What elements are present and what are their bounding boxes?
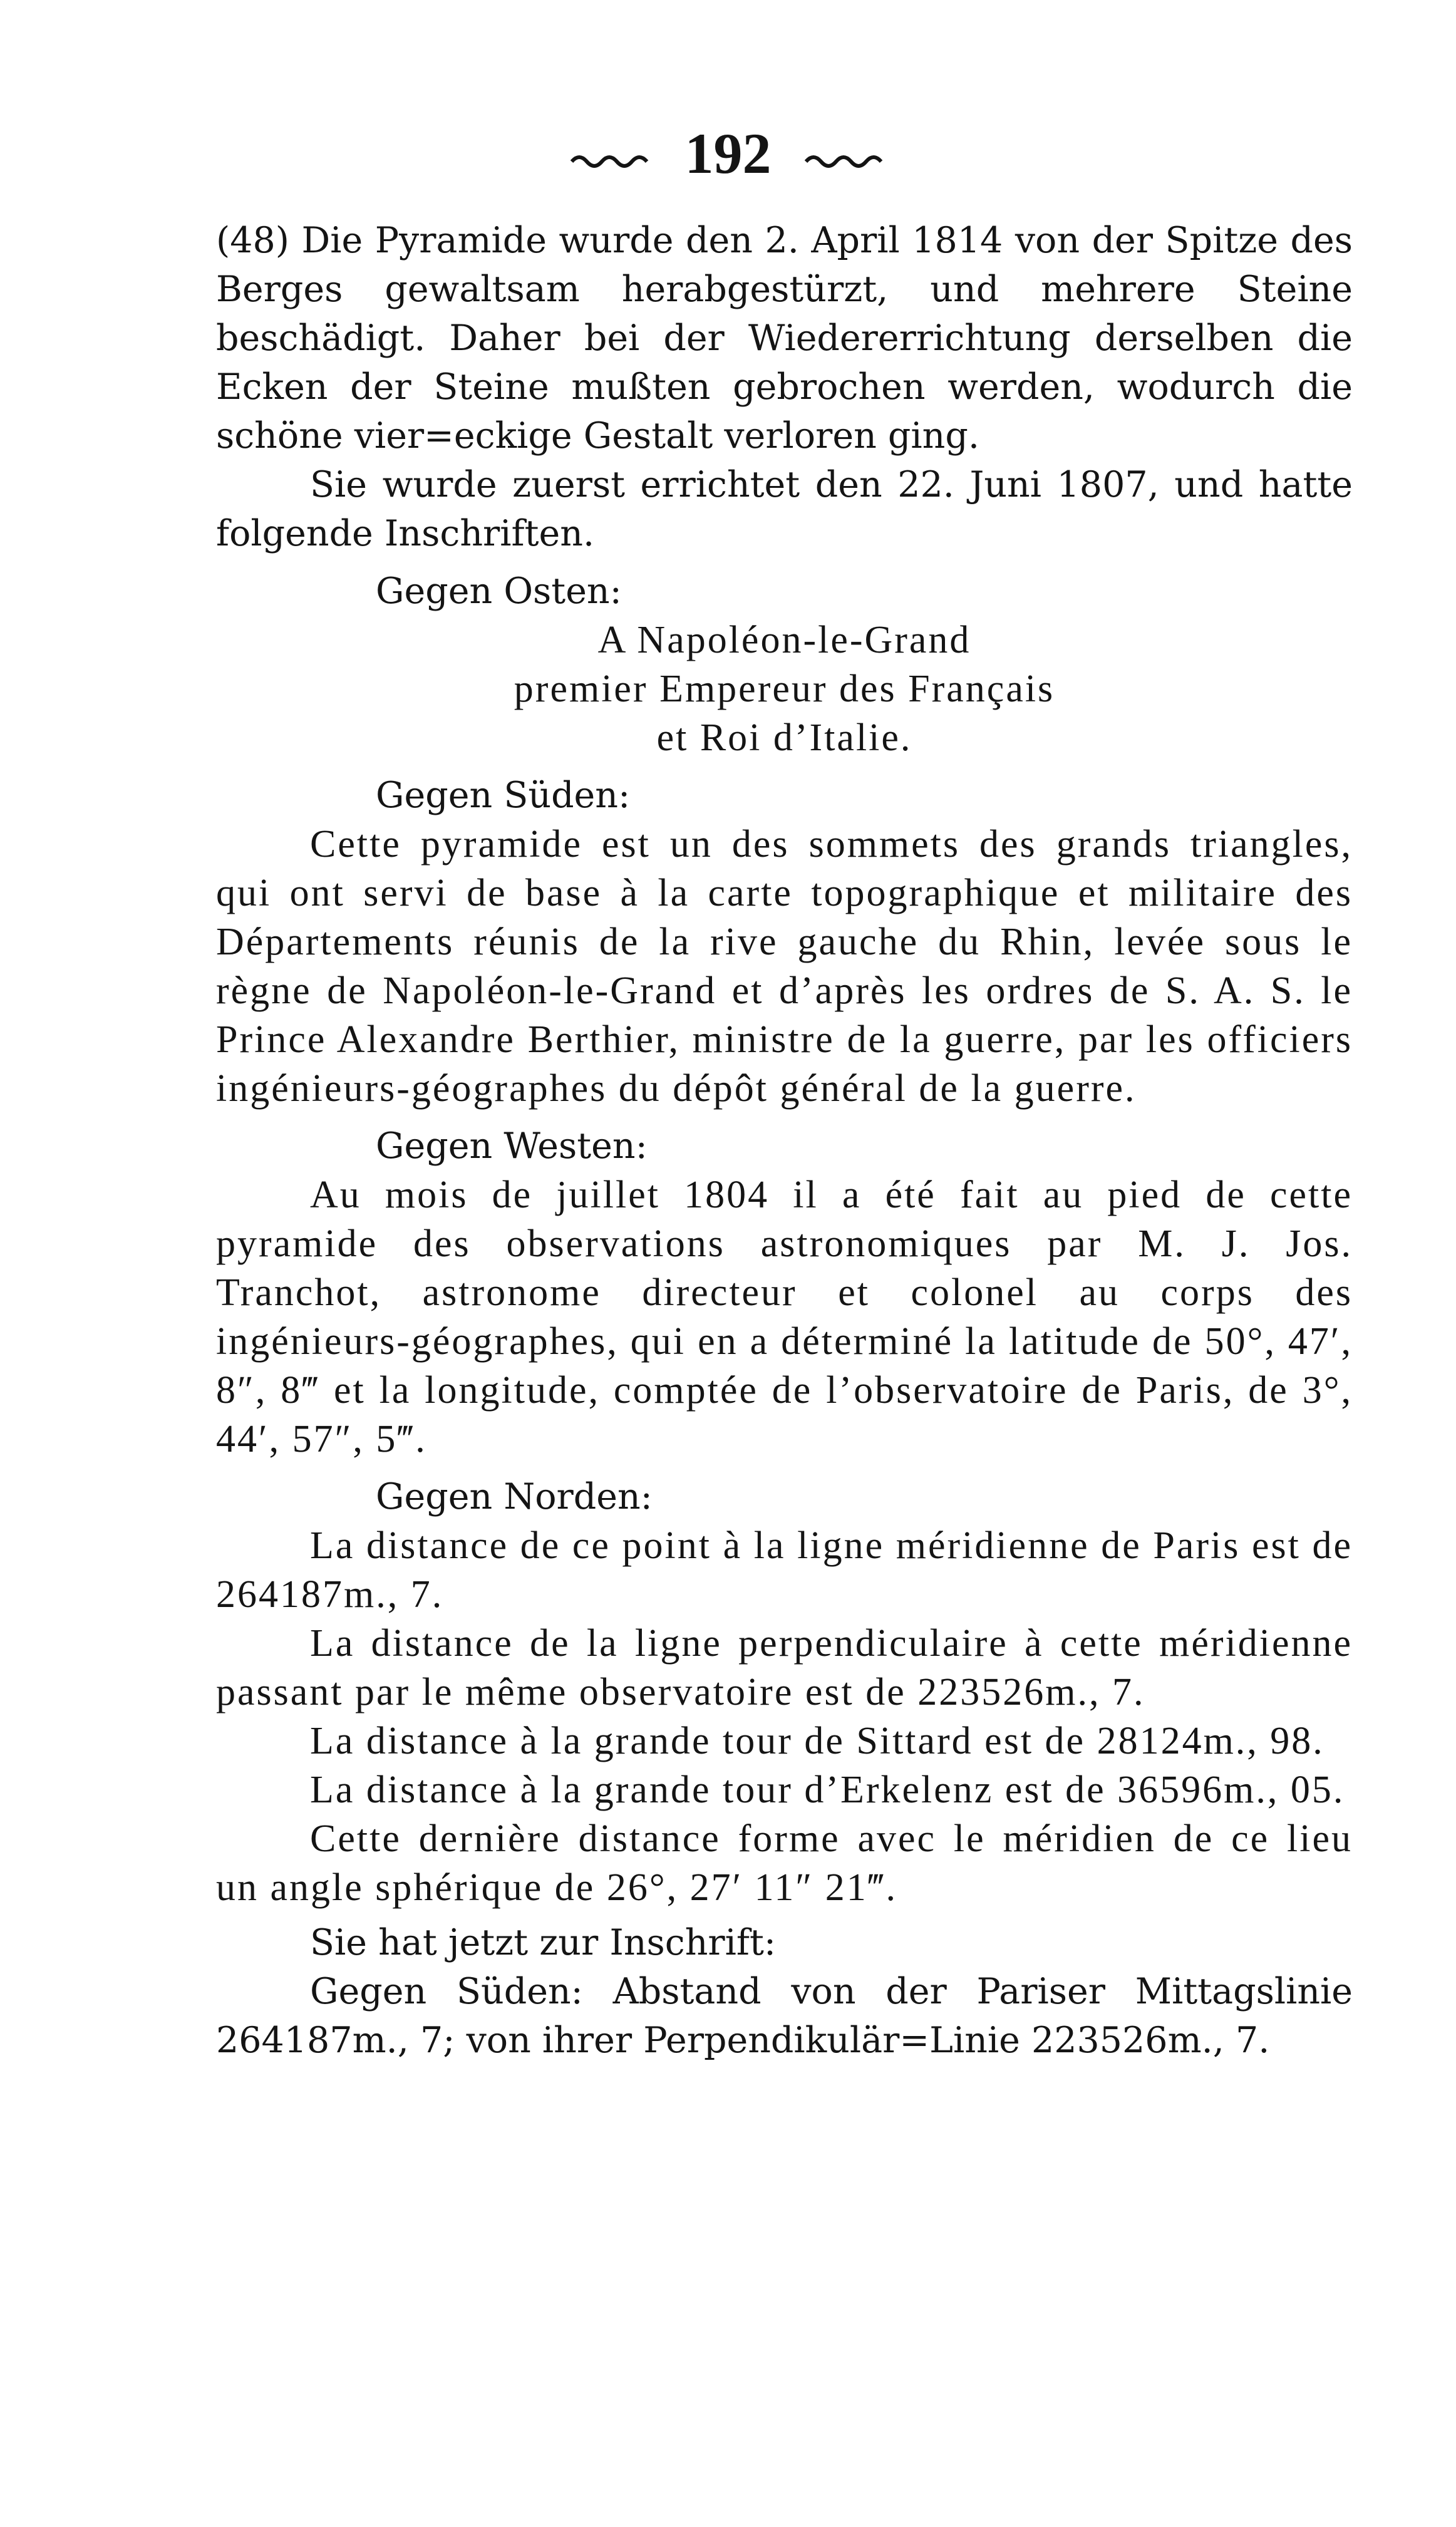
- inscription-east-line-3: et Roi d’Italie.: [656, 716, 912, 759]
- page-number: 192: [684, 121, 772, 185]
- inscription-north-2: La distance de la ligne perpendiculaire à cette méridienne passant par le même observatoire est de 223526m., 7.: [216, 1622, 1353, 1713]
- note-paragraph-1: (48) Die Pyramide wurde den 2. April 1814 von der Spitze des Berges gewaltsam herabgestürzt, und mehrere Steine beschädigt. Daher bei der Wiedererrichtung derselben die Ecken der Steine mußten gebrochen werden, wodurch die schöne vier=eckige Gestalt verloren ging.: [216, 220, 1353, 457]
- right-ornament-icon: [805, 150, 886, 169]
- current-inscription-intro: Sie hat jetzt zur Inschrift:: [310, 1922, 777, 1963]
- heading-east: Gegen Osten:: [376, 571, 622, 612]
- inscription-west: Au mois de juillet 1804 il a été fait au pied de cette pyramide des observations astronomiques par M. J. Jos. Tranchot, astronome directeur et colonel au corps des ingénieurs-géographes, qui en a déterminé la latitude de 50°, 47′, 8″, 8‴ et la longitude, comptée de l’observatoire de Paris, de 3°, 44′, 57″, 5‴.: [216, 1174, 1353, 1460]
- inscription-north-3: La distance à la grande tour de Sittard est de 28124m., 98.: [310, 1720, 1324, 1762]
- inscription-north-4: La distance à la grande tour d’Erkelenz est de 36596m., 05.: [310, 1769, 1345, 1811]
- text-body: [216, 216, 1353, 2065]
- inscription-south: Cette pyramide est un des sommets des grands triangles, qui ont servi de base à la carte topographique et militaire des Départements réunis de la rive gauche du Rhin, levée sous le règne de Napoléon-le-Grand et d’après les ordres de S. A. S. le Prince Alexandre Berthier, ministre de la guerre, par les officiers ingénieurs-géographes du dépôt général de la guerre.: [216, 823, 1353, 1110]
- inscription-north-1: La distance de ce point à la ligne méridienne de Paris est de 264187m., 7.: [216, 1524, 1353, 1616]
- left-ornament-icon: [571, 150, 652, 169]
- inscription-east-line-2: premier Empereur des Français: [514, 668, 1055, 710]
- inscription-east-line-1: A Napoléon-le-Grand: [597, 619, 971, 661]
- heading-west: Gegen Westen:: [376, 1125, 648, 1167]
- note-paragraph-2: Sie wurde zuerst errichtet den 22. Juni 1807, und hatte folgende Inschriften.: [216, 464, 1353, 554]
- inscription-north-5: Cette dernière distance forme avec le méridien de ce lieu un angle sphérique de 26°, 27′ 11″ 21‴.: [216, 1817, 1353, 1909]
- heading-south: Gegen Süden:: [376, 775, 631, 816]
- page-header: [0, 119, 1456, 188]
- current-inscription-text: Gegen Süden: Abstand von der Pariser Mittagslinie 264187m., 7; von ihrer Perpendikulär=Linie 223526m., 7.: [216, 1971, 1353, 2061]
- heading-north: Gegen Norden:: [376, 1476, 653, 1517]
